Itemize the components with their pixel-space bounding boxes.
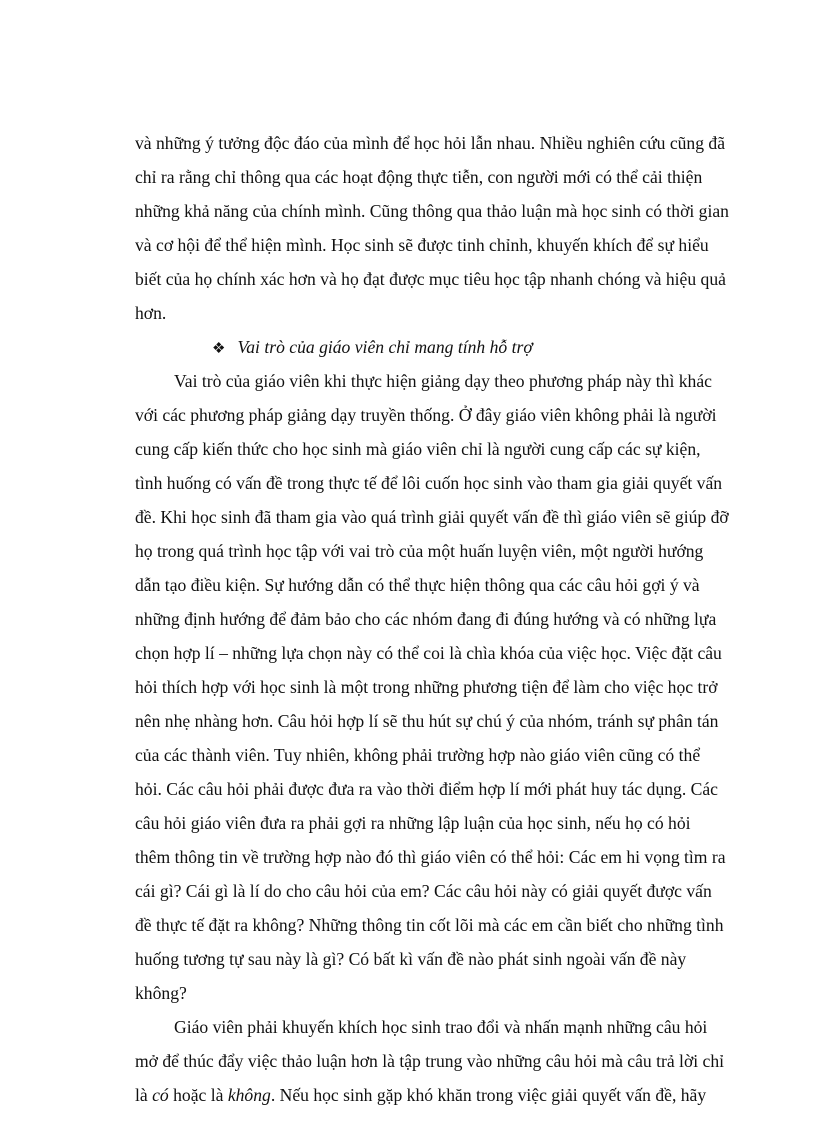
paragraph-2-line: câu hỏi giáo viên đưa ra phải gợi ra những lập luận của học sinh, nếu họ có hỏi [135,813,691,833]
paragraph-2-line: thêm thông tin về trường hợp nào đó thì giáo viên có thể hỏi: Các em hi vọng tìm ra [135,847,726,867]
paragraph-2-line: tình huống có vấn đề trong thực tế để lôi cuốn học sinh vào tham gia giải quyết vấn [135,473,723,493]
paragraph-2-line: không? [135,983,187,1003]
section-heading [212,332,533,362]
italic-term-co: có [152,1085,169,1105]
paragraph-3-line: Giáo viên phải khuyến khích học sinh trao đổi và nhấn mạnh những câu hỏi [174,1017,708,1037]
text-span: hoặc là [168,1085,228,1105]
paragraph-2-line: nên nhẹ nhàng hơn. Câu hỏi hợp lí sẽ thu hút sự chú ý của nhóm, tránh sự phân tán [135,711,719,731]
paragraph-1-line: những khả năng của chính mình. Cũng thông qua thảo luận mà học sinh có thời gian [135,201,729,221]
paragraph-2-line: hỏi thích hợp với học sinh là một trong những phương tiện để làm cho việc học trở [135,677,718,697]
paragraph-3-line: mở để thúc đẩy việc thảo luận hơn là tập trung vào những câu hỏi mà câu trả lời chỉ [135,1051,725,1071]
paragraph-3-line [135,1080,707,1110]
text-span: . Nếu học sinh gặp khó khăn trong việc giải quyết vấn đề, hãy [270,1085,707,1105]
diamond-bullet-icon: ❖ [212,341,226,357]
paragraph-2-line: hỏi. Các câu hỏi phải được đưa ra vào thời điểm hợp lí mới phát huy tác dụng. Các [135,779,718,799]
paragraph-2-line: đề. Khi học sinh đã tham gia vào quá trình giải quyết vấn đề thì giáo viên sẽ giúp đỡ [135,507,729,527]
paragraph-2-line: của các thành viên. Tuy nhiên, không phải trường hợp nào giáo viên cũng có thể [135,745,701,765]
paragraph-2-line: đề thực tế đặt ra không? Những thông tin cốt lõi mà các em cần biết cho những tình [135,915,724,935]
paragraph-2-line: những định hướng để đảm bảo cho các nhóm đang đi đúng hướng và có những lựa [135,609,717,629]
paragraph-2-line: huống tương tự sau này là gì? Có bất kì vấn đề nào phát sinh ngoài vấn đề này [135,949,687,969]
paragraph-2-line: với các phương pháp giảng dạy truyền thống. Ở đây giáo viên không phải là người [135,405,717,425]
paragraph-1-line: và cơ hội để thể hiện mình. Học sinh sẽ được tinh chỉnh, khuyến khích để sự hiểu [135,235,709,255]
paragraph-1-line: chỉ ra rằng chỉ thông qua các hoạt động thực tiễn, con người mới có thể cải thiện [135,167,703,187]
paragraph-2-line: Vai trò của giáo viên khi thực hiện giảng dạy theo phương pháp này thì khác [174,371,712,391]
italic-term-khong: không [227,1085,271,1105]
paragraph-2-line: dẫn tạo điều kiện. Sự hướng dẫn có thể thực hiện thông qua các câu hỏi gợi ý và [135,575,700,595]
paragraph-2-line: cung cấp kiến thức cho học sinh mà giáo viên chỉ là người cung cấp các sự kiện, [135,439,701,459]
paragraph-2-line: họ trong quá trình học tập với vai trò của một huấn luyện viên, một người hướng [135,541,704,561]
paragraph-2-line: chọn hợp lí – những lựa chọn này có thể coi là chìa khóa của việc học. Việc đặt câu [135,643,722,663]
paragraph-2-line: cái gì? Cái gì là lí do cho câu hỏi của em? Các câu hỏi này có giải quyết được vấn [135,881,712,901]
paragraph-1-line: hơn. [135,303,167,323]
paragraph-1-line: biết của họ chính xác hơn và họ đạt được mục tiêu học tập nhanh chóng và hiệu quả [135,269,726,289]
text-span: là [135,1085,153,1105]
section-heading-text: Vai trò của giáo viên chỉ mang tính hỗ trợ [237,337,533,357]
paragraph-1-line: và những ý tưởng độc đáo của mình để học hỏi lẫn nhau. Nhiều nghiên cứu cũng đã [135,133,726,153]
